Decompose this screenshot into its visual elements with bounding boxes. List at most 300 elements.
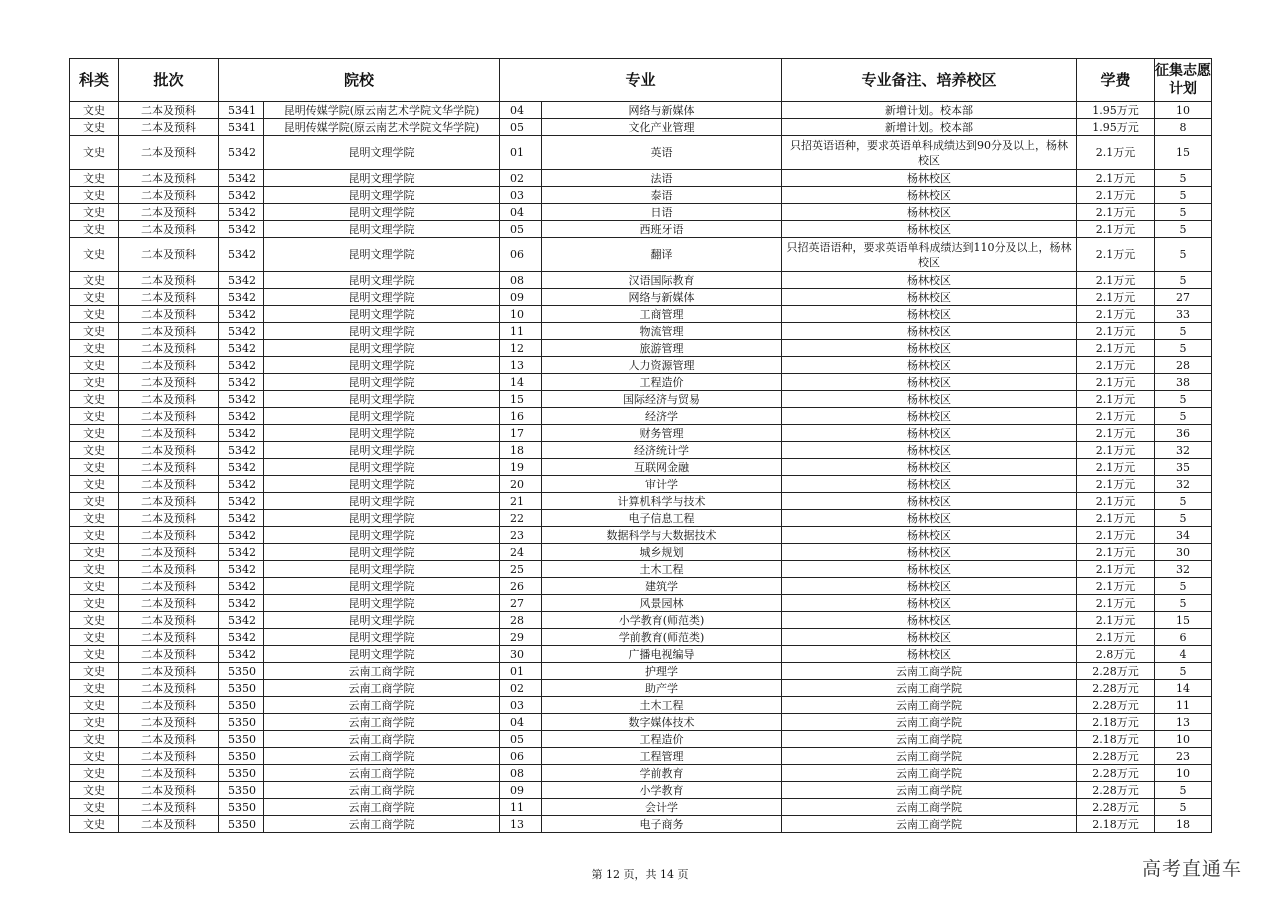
cell-school-code: 5350: [219, 782, 264, 799]
cell-school: 昆明文理学院: [264, 459, 500, 476]
cell-batch: 二本及预科: [119, 425, 219, 442]
cell-batch: 二本及预科: [119, 272, 219, 289]
cell-school-code: 5342: [219, 595, 264, 612]
cell-major: 财务管理: [542, 425, 782, 442]
cell-school-code: 5342: [219, 629, 264, 646]
cell-major-code: 06: [500, 238, 542, 272]
cell-category: 文史: [70, 663, 119, 680]
cell-school-code: 5342: [219, 408, 264, 425]
cell-school-code: 5342: [219, 272, 264, 289]
cell-note: 杨林校区: [782, 527, 1077, 544]
cell-major: 网络与新媒体: [542, 102, 782, 119]
cell-major-code: 17: [500, 425, 542, 442]
table-row: [70, 289, 1212, 306]
cell-plan: 5: [1155, 391, 1212, 408]
cell-major: 电子信息工程: [542, 510, 782, 527]
table-row: [70, 119, 1212, 136]
cell-school-code: 5342: [219, 442, 264, 459]
table-row: [70, 765, 1212, 782]
cell-school-code: 5342: [219, 323, 264, 340]
cell-major-code: 05: [500, 731, 542, 748]
cell-school-code: 5342: [219, 204, 264, 221]
cell-school: 昆明文理学院: [264, 187, 500, 204]
cell-major: 西班牙语: [542, 221, 782, 238]
cell-category: 文史: [70, 425, 119, 442]
page-number: 第 12 页，共 14 页: [591, 868, 689, 881]
cell-major: 建筑学: [542, 578, 782, 595]
cell-school: 昆明文理学院: [264, 238, 500, 272]
header-batch: 批次: [119, 59, 219, 102]
cell-school: 昆明文理学院: [264, 170, 500, 187]
cell-note: 杨林校区: [782, 510, 1077, 527]
cell-major-code: 16: [500, 408, 542, 425]
cell-fee: 2.1万元: [1077, 170, 1155, 187]
cell-school-code: 5342: [219, 221, 264, 238]
cell-fee: 2.28万元: [1077, 765, 1155, 782]
cell-plan: 27: [1155, 289, 1212, 306]
cell-school: 昆明文理学院: [264, 204, 500, 221]
cell-plan: 5: [1155, 238, 1212, 272]
cell-fee: 2.1万元: [1077, 442, 1155, 459]
cell-fee: 2.1万元: [1077, 289, 1155, 306]
cell-fee: 2.1万元: [1077, 374, 1155, 391]
cell-school: 昆明文理学院: [264, 340, 500, 357]
cell-category: 文史: [70, 731, 119, 748]
cell-plan: 28: [1155, 357, 1212, 374]
cell-school-code: 5342: [219, 612, 264, 629]
cell-major-code: 13: [500, 816, 542, 833]
cell-school: 昆明文理学院: [264, 289, 500, 306]
cell-school-code: 5342: [219, 544, 264, 561]
table-row: [70, 680, 1212, 697]
cell-school-code: 5342: [219, 476, 264, 493]
cell-school: 昆明文理学院: [264, 629, 500, 646]
cell-batch: 二本及预科: [119, 204, 219, 221]
cell-major: 翻译: [542, 238, 782, 272]
cell-fee: 2.1万元: [1077, 578, 1155, 595]
cell-fee: 2.28万元: [1077, 782, 1155, 799]
cell-category: 文史: [70, 527, 119, 544]
table-row: [70, 272, 1212, 289]
cell-major: 数据科学与大数据技术: [542, 527, 782, 544]
cell-fee: 2.1万元: [1077, 391, 1155, 408]
cell-note: 杨林校区: [782, 578, 1077, 595]
cell-major: 数字媒体技术: [542, 714, 782, 731]
cell-fee: 2.1万元: [1077, 459, 1155, 476]
cell-batch: 二本及预科: [119, 748, 219, 765]
cell-category: 文史: [70, 221, 119, 238]
cell-note: 杨林校区: [782, 306, 1077, 323]
cell-note: 新增计划。校本部: [782, 119, 1077, 136]
header-category: 科类: [70, 59, 119, 102]
cell-major-code: 10: [500, 306, 542, 323]
cell-batch: 二本及预科: [119, 510, 219, 527]
cell-batch: 二本及预科: [119, 221, 219, 238]
table-row: [70, 714, 1212, 731]
cell-note: 杨林校区: [782, 629, 1077, 646]
cell-major-code: 12: [500, 340, 542, 357]
cell-fee: 2.1万元: [1077, 357, 1155, 374]
cell-fee: 2.1万元: [1077, 221, 1155, 238]
cell-category: 文史: [70, 680, 119, 697]
cell-major: 小学教育: [542, 782, 782, 799]
table-row: [70, 102, 1212, 119]
cell-note: 杨林校区: [782, 221, 1077, 238]
cell-major-code: 18: [500, 442, 542, 459]
cell-batch: 二本及预科: [119, 459, 219, 476]
table-body: [70, 102, 1212, 833]
cell-plan: 5: [1155, 595, 1212, 612]
cell-fee: 2.1万元: [1077, 612, 1155, 629]
cell-note: 杨林校区: [782, 408, 1077, 425]
cell-major-code: 02: [500, 170, 542, 187]
cell-school-code: 5342: [219, 374, 264, 391]
cell-major: 审计学: [542, 476, 782, 493]
cell-school-code: 5342: [219, 561, 264, 578]
cell-major: 土木工程: [542, 697, 782, 714]
cell-school: 云南工商学院: [264, 680, 500, 697]
cell-major-code: 11: [500, 323, 542, 340]
cell-note: 杨林校区: [782, 357, 1077, 374]
cell-batch: 二本及预科: [119, 102, 219, 119]
header-note: 专业备注、培养校区: [782, 59, 1077, 102]
table-row: [70, 357, 1212, 374]
cell-category: 文史: [70, 204, 119, 221]
cell-major-code: 27: [500, 595, 542, 612]
cell-fee: 2.28万元: [1077, 697, 1155, 714]
cell-category: 文史: [70, 374, 119, 391]
cell-batch: 二本及预科: [119, 612, 219, 629]
cell-major: 工程造价: [542, 374, 782, 391]
cell-plan: 32: [1155, 561, 1212, 578]
cell-batch: 二本及预科: [119, 561, 219, 578]
cell-major: 会计学: [542, 799, 782, 816]
cell-school: 昆明文理学院: [264, 391, 500, 408]
cell-school: 昆明传媒学院(原云南艺术学院文华学院): [264, 119, 500, 136]
cell-major: 汉语国际教育: [542, 272, 782, 289]
cell-school-code: 5342: [219, 357, 264, 374]
cell-plan: 5: [1155, 493, 1212, 510]
cell-note: 杨林校区: [782, 459, 1077, 476]
cell-plan: 5: [1155, 272, 1212, 289]
cell-plan: 36: [1155, 425, 1212, 442]
cell-category: 文史: [70, 357, 119, 374]
cell-school-code: 5350: [219, 748, 264, 765]
cell-note: 杨林校区: [782, 340, 1077, 357]
table-row: [70, 493, 1212, 510]
table-row: [70, 391, 1212, 408]
cell-batch: 二本及预科: [119, 544, 219, 561]
cell-batch: 二本及预科: [119, 816, 219, 833]
cell-batch: 二本及预科: [119, 493, 219, 510]
table-row: [70, 799, 1212, 816]
cell-category: 文史: [70, 595, 119, 612]
cell-major-code: 28: [500, 612, 542, 629]
cell-major-code: 08: [500, 272, 542, 289]
cell-fee: 2.28万元: [1077, 799, 1155, 816]
cell-category: 文史: [70, 612, 119, 629]
cell-batch: 二本及预科: [119, 306, 219, 323]
cell-plan: 32: [1155, 442, 1212, 459]
cell-major: 经济学: [542, 408, 782, 425]
cell-plan: 5: [1155, 221, 1212, 238]
cell-fee: 2.1万元: [1077, 323, 1155, 340]
cell-batch: 二本及预科: [119, 663, 219, 680]
cell-fee: 2.1万元: [1077, 544, 1155, 561]
cell-category: 文史: [70, 748, 119, 765]
cell-plan: 15: [1155, 136, 1212, 170]
cell-major-code: 05: [500, 119, 542, 136]
cell-school-code: 5342: [219, 493, 264, 510]
cell-batch: 二本及预科: [119, 799, 219, 816]
cell-school: 昆明文理学院: [264, 510, 500, 527]
cell-school: 云南工商学院: [264, 731, 500, 748]
cell-plan: 5: [1155, 187, 1212, 204]
cell-batch: 二本及预科: [119, 374, 219, 391]
table-row: [70, 544, 1212, 561]
cell-school-code: 5342: [219, 289, 264, 306]
cell-school: 昆明文理学院: [264, 646, 500, 663]
cell-major-code: 03: [500, 697, 542, 714]
cell-school-code: 5350: [219, 663, 264, 680]
cell-batch: 二本及预科: [119, 408, 219, 425]
cell-batch: 二本及预科: [119, 476, 219, 493]
cell-school: 昆明文理学院: [264, 374, 500, 391]
cell-major-code: 25: [500, 561, 542, 578]
cell-major: 风景园林: [542, 595, 782, 612]
cell-fee: 2.1万元: [1077, 238, 1155, 272]
cell-major: 计算机科学与技术: [542, 493, 782, 510]
cell-major-code: 04: [500, 714, 542, 731]
cell-plan: 10: [1155, 102, 1212, 119]
cell-major-code: 06: [500, 748, 542, 765]
cell-plan: 14: [1155, 680, 1212, 697]
cell-major-code: 02: [500, 680, 542, 697]
cell-major-code: 03: [500, 187, 542, 204]
cell-plan: 5: [1155, 204, 1212, 221]
cell-major-code: 21: [500, 493, 542, 510]
cell-category: 文史: [70, 544, 119, 561]
table-row: [70, 629, 1212, 646]
cell-major-code: 30: [500, 646, 542, 663]
cell-school: 云南工商学院: [264, 714, 500, 731]
cell-school-code: 5342: [219, 306, 264, 323]
cell-batch: 二本及预科: [119, 119, 219, 136]
cell-note: 云南工商学院: [782, 714, 1077, 731]
cell-category: 文史: [70, 119, 119, 136]
cell-batch: 二本及预科: [119, 646, 219, 663]
cell-batch: 二本及预科: [119, 680, 219, 697]
cell-note: 杨林校区: [782, 374, 1077, 391]
cell-major-code: 01: [500, 663, 542, 680]
cell-note: 杨林校区: [782, 612, 1077, 629]
cell-school: 昆明文理学院: [264, 323, 500, 340]
cell-batch: 二本及预科: [119, 595, 219, 612]
cell-major-code: 19: [500, 459, 542, 476]
cell-plan: 35: [1155, 459, 1212, 476]
cell-major: 人力资源管理: [542, 357, 782, 374]
cell-major-code: 09: [500, 289, 542, 306]
table-row: [70, 306, 1212, 323]
cell-fee: 2.28万元: [1077, 680, 1155, 697]
cell-note: 杨林校区: [782, 323, 1077, 340]
cell-plan: 10: [1155, 765, 1212, 782]
cell-batch: 二本及预科: [119, 782, 219, 799]
cell-category: 文史: [70, 272, 119, 289]
cell-school-code: 5342: [219, 238, 264, 272]
cell-category: 文史: [70, 306, 119, 323]
cell-note: 新增计划。校本部: [782, 102, 1077, 119]
cell-school: 云南工商学院: [264, 816, 500, 833]
cell-fee: 2.1万元: [1077, 510, 1155, 527]
cell-plan: 5: [1155, 170, 1212, 187]
cell-major-code: 20: [500, 476, 542, 493]
cell-fee: 2.18万元: [1077, 731, 1155, 748]
cell-school: 昆明文理学院: [264, 442, 500, 459]
cell-fee: 2.1万元: [1077, 425, 1155, 442]
cell-school: 昆明文理学院: [264, 527, 500, 544]
cell-plan: 13: [1155, 714, 1212, 731]
cell-major: 文化产业管理: [542, 119, 782, 136]
cell-category: 文史: [70, 561, 119, 578]
table-row: [70, 646, 1212, 663]
cell-school: 昆明文理学院: [264, 561, 500, 578]
cell-school-code: 5350: [219, 765, 264, 782]
cell-note: 杨林校区: [782, 493, 1077, 510]
table-row: [70, 323, 1212, 340]
cell-plan: 4: [1155, 646, 1212, 663]
cell-school-code: 5342: [219, 510, 264, 527]
cell-school-code: 5342: [219, 527, 264, 544]
table-row: [70, 663, 1212, 680]
cell-note: 只招英语语种，要求英语单科成绩达到110分及以上，杨林校区: [782, 238, 1077, 272]
cell-plan: 10: [1155, 731, 1212, 748]
cell-major-code: 04: [500, 102, 542, 119]
cell-major: 工程管理: [542, 748, 782, 765]
table-row: [70, 442, 1212, 459]
cell-school-code: 5342: [219, 578, 264, 595]
cell-note: 杨林校区: [782, 646, 1077, 663]
cell-school: 昆明文理学院: [264, 476, 500, 493]
cell-fee: 2.18万元: [1077, 714, 1155, 731]
cell-category: 文史: [70, 187, 119, 204]
cell-fee: 2.1万元: [1077, 408, 1155, 425]
cell-fee: 2.18万元: [1077, 816, 1155, 833]
cell-fee: 2.1万元: [1077, 306, 1155, 323]
cell-fee: 2.1万元: [1077, 136, 1155, 170]
cell-school-code: 5342: [219, 170, 264, 187]
cell-category: 文史: [70, 238, 119, 272]
cell-plan: 15: [1155, 612, 1212, 629]
cell-batch: 二本及预科: [119, 136, 219, 170]
cell-note: 云南工商学院: [782, 680, 1077, 697]
cell-category: 文史: [70, 510, 119, 527]
cell-note: 云南工商学院: [782, 799, 1077, 816]
cell-school-code: 5342: [219, 391, 264, 408]
cell-batch: 二本及预科: [119, 527, 219, 544]
cell-major: 法语: [542, 170, 782, 187]
cell-note: 杨林校区: [782, 272, 1077, 289]
cell-batch: 二本及预科: [119, 323, 219, 340]
cell-plan: 5: [1155, 323, 1212, 340]
cell-school-code: 5342: [219, 187, 264, 204]
cell-plan: 23: [1155, 748, 1212, 765]
cell-category: 文史: [70, 408, 119, 425]
cell-major: 小学教育(师范类): [542, 612, 782, 629]
cell-plan: 5: [1155, 782, 1212, 799]
cell-school-code: 5350: [219, 697, 264, 714]
header-major: 专业: [500, 59, 782, 102]
cell-major-code: 01: [500, 136, 542, 170]
cell-category: 文史: [70, 629, 119, 646]
cell-school-code: 5341: [219, 102, 264, 119]
cell-batch: 二本及预科: [119, 357, 219, 374]
cell-school: 昆明文理学院: [264, 408, 500, 425]
cell-school: 昆明文理学院: [264, 136, 500, 170]
cell-major-code: 23: [500, 527, 542, 544]
table-row: [70, 782, 1212, 799]
cell-school: 昆明文理学院: [264, 272, 500, 289]
cell-fee: 2.1万元: [1077, 204, 1155, 221]
table-row: [70, 612, 1212, 629]
cell-major-code: 15: [500, 391, 542, 408]
cell-school-code: 5342: [219, 136, 264, 170]
cell-note: 云南工商学院: [782, 731, 1077, 748]
cell-batch: 二本及预科: [119, 629, 219, 646]
cell-major: 广播电视编导: [542, 646, 782, 663]
cell-school-code: 5341: [219, 119, 264, 136]
header-fee: 学费: [1077, 59, 1155, 102]
cell-fee: 2.28万元: [1077, 663, 1155, 680]
cell-school-code: 5342: [219, 340, 264, 357]
header-plan: 征集志愿计划: [1155, 59, 1212, 102]
table-row: [70, 221, 1212, 238]
cell-major-code: 29: [500, 629, 542, 646]
cell-major: 国际经济与贸易: [542, 391, 782, 408]
table-row: [70, 136, 1212, 170]
cell-fee: 2.1万元: [1077, 476, 1155, 493]
cell-fee: 1.95万元: [1077, 119, 1155, 136]
table-row: [70, 561, 1212, 578]
cell-school: 昆明文理学院: [264, 544, 500, 561]
cell-batch: 二本及预科: [119, 731, 219, 748]
cell-category: 文史: [70, 816, 119, 833]
table-row: [70, 510, 1212, 527]
cell-note: 杨林校区: [782, 561, 1077, 578]
table-row: [70, 595, 1212, 612]
cell-note: 云南工商学院: [782, 663, 1077, 680]
cell-major: 泰语: [542, 187, 782, 204]
table-row: [70, 204, 1212, 221]
cell-batch: 二本及预科: [119, 442, 219, 459]
cell-major: 城乡规划: [542, 544, 782, 561]
cell-school: 云南工商学院: [264, 782, 500, 799]
table-header-row: [70, 59, 1212, 102]
cell-category: 文史: [70, 289, 119, 306]
cell-school-code: 5350: [219, 714, 264, 731]
cell-note: 杨林校区: [782, 170, 1077, 187]
table-row: [70, 425, 1212, 442]
cell-category: 文史: [70, 170, 119, 187]
cell-note: 杨林校区: [782, 391, 1077, 408]
cell-school: 昆明文理学院: [264, 612, 500, 629]
cell-major: 土木工程: [542, 561, 782, 578]
cell-school-code: 5342: [219, 459, 264, 476]
cell-note: 杨林校区: [782, 544, 1077, 561]
cell-plan: 32: [1155, 476, 1212, 493]
cell-note: 杨林校区: [782, 204, 1077, 221]
cell-batch: 二本及预科: [119, 578, 219, 595]
